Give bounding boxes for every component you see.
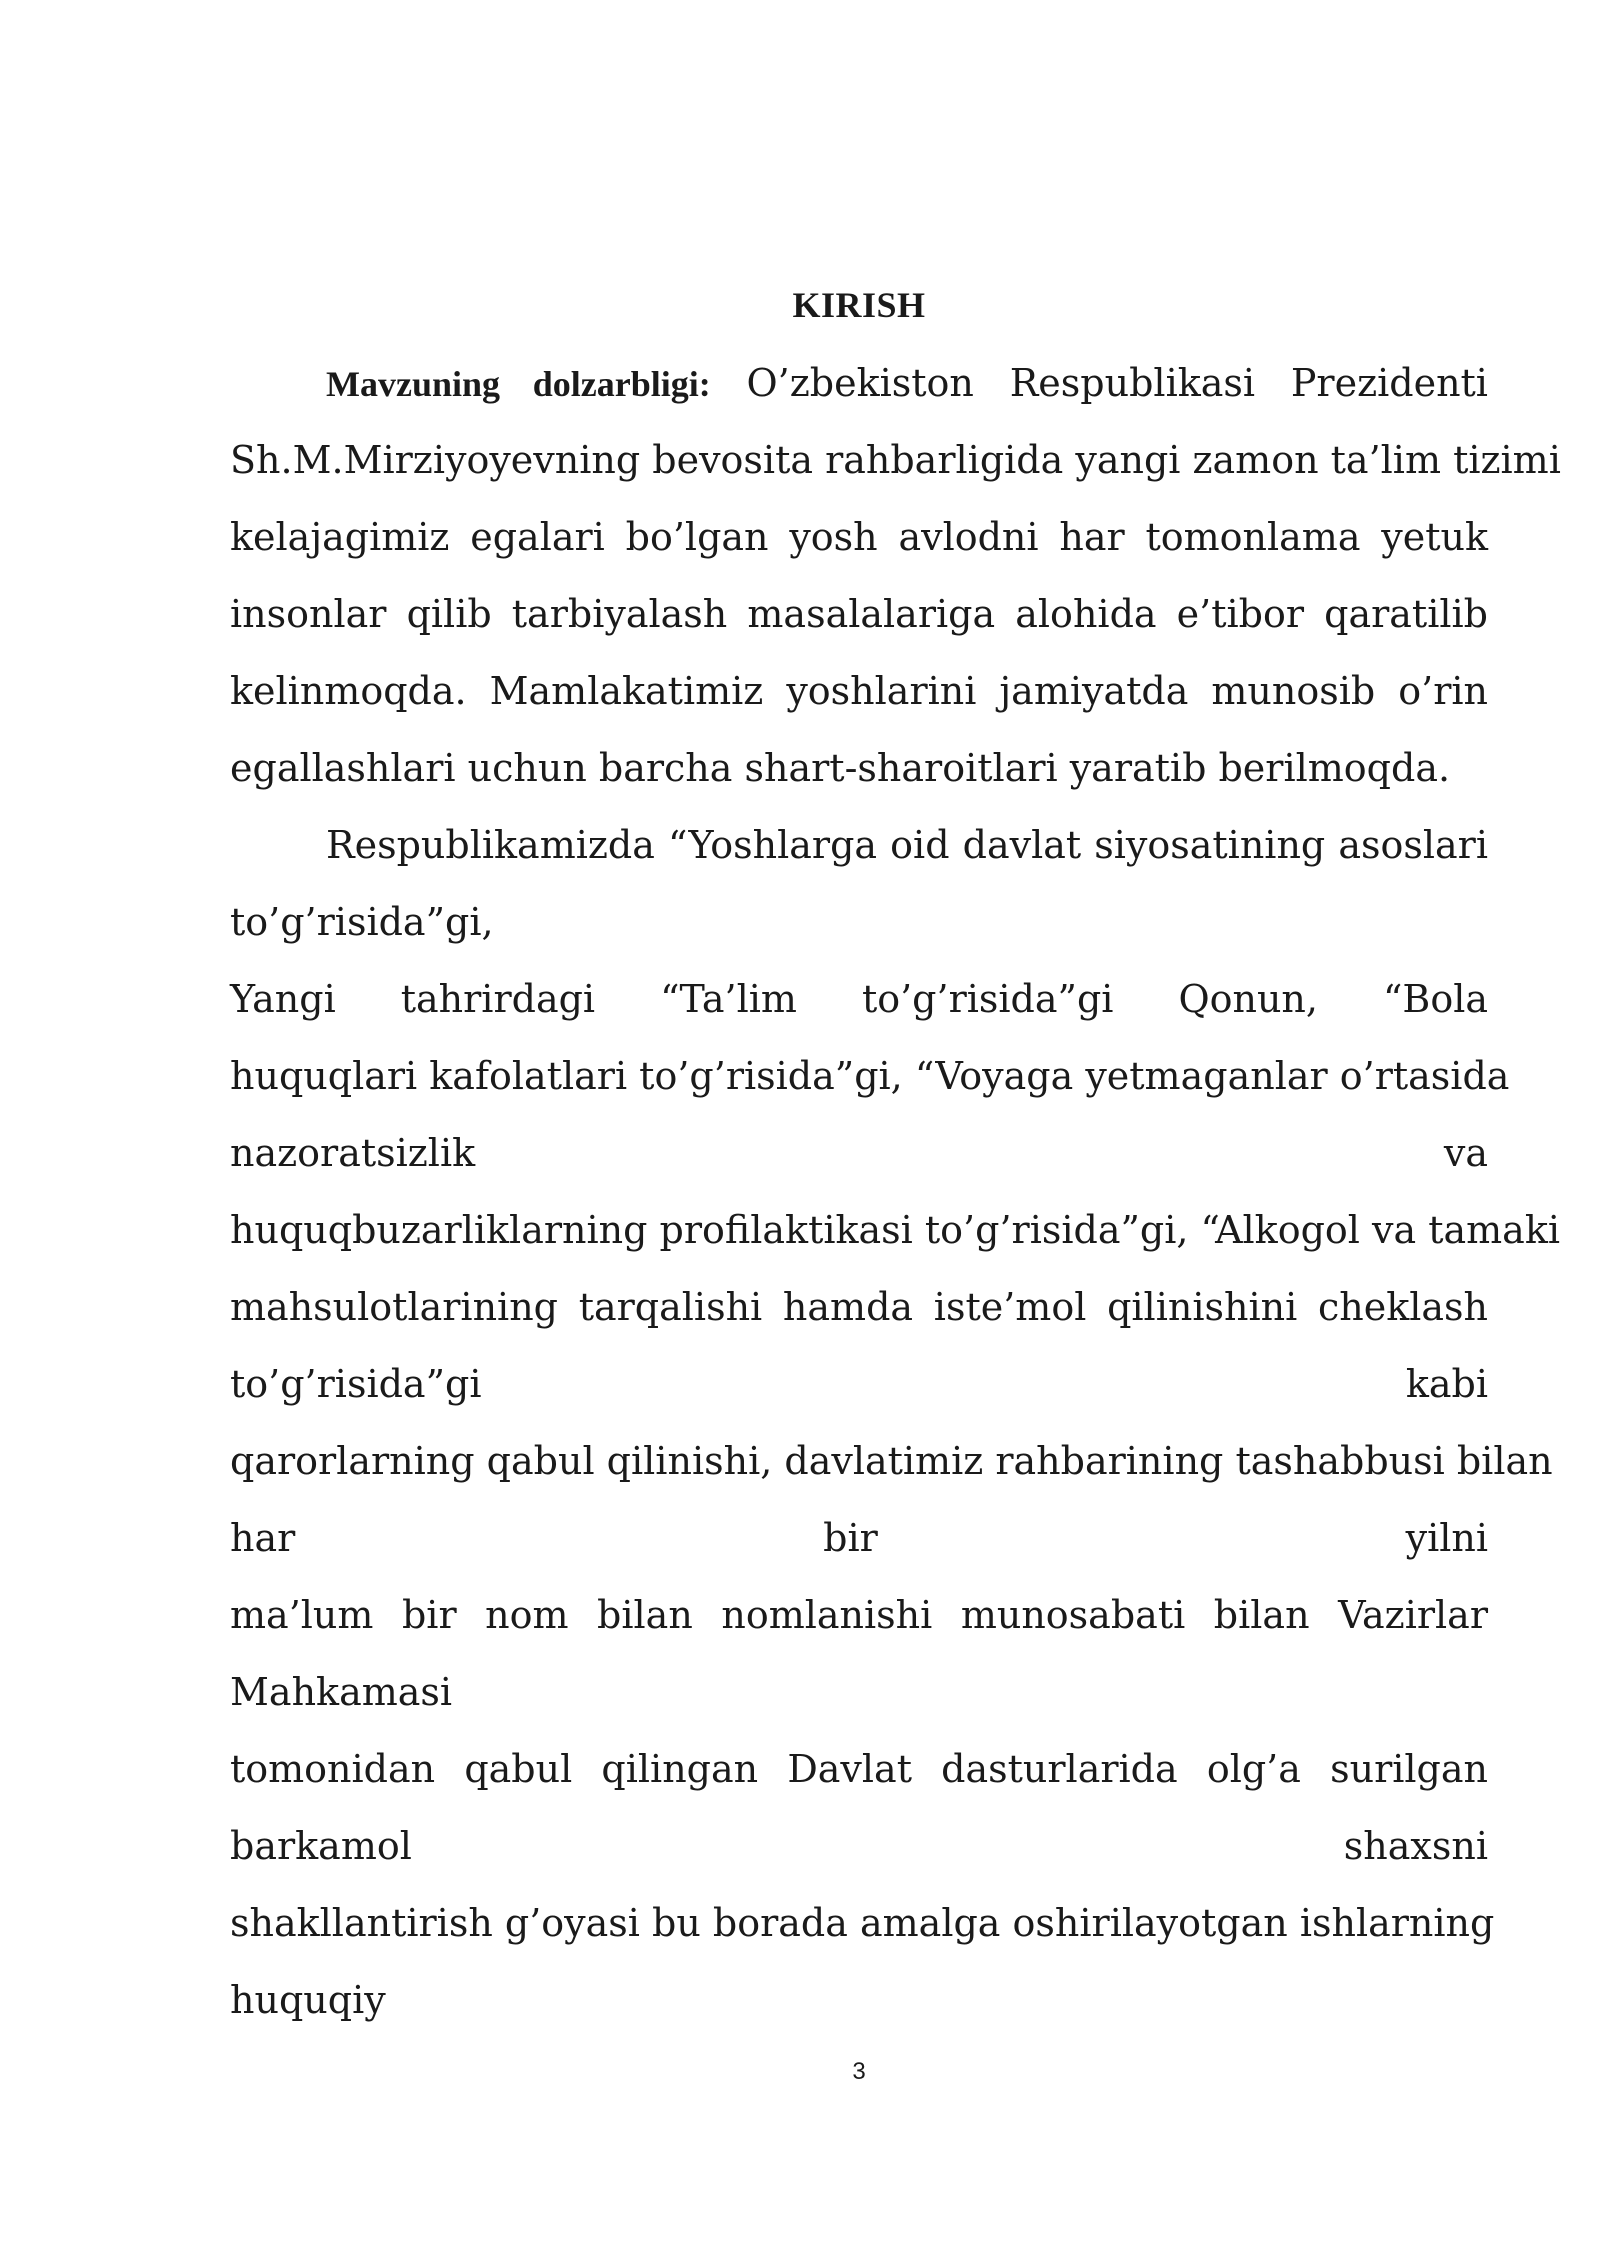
line-text: O’zbekiston Respublikasi Prezidenti <box>746 361 1488 405</box>
paragraph-line: Sh.M.Mirziyoyevning bevosita rahbarligida yangi zamon ta’lim tizimi <box>230 438 1561 482</box>
paragraph-line: Mahkamasi <box>230 1670 453 1714</box>
paragraph-line: insonlar qilib tarbiyalash masalalariga alohida e’tibor qaratilib <box>230 592 1488 636</box>
paragraph-line: barkamol shaxsni <box>230 1824 1488 1868</box>
paragraph-line: Respublikamizda “Yoshlarga oid davlat siyosatining asoslari <box>326 823 1488 867</box>
body-text <box>230 345 1561 2039</box>
page-number: 3 <box>852 2058 866 2085</box>
topic-relevance-label: Mavzuning dolzarbligi: <box>326 364 711 404</box>
paragraph-line: mahsulotlarining tarqalishi hamda iste’mol qilinishini cheklash <box>230 1285 1488 1329</box>
paragraph-line: to’g’risida”gi kabi <box>230 1362 1488 1406</box>
paragraph-line: huquqiy <box>230 1978 386 2022</box>
paragraph-line: qarorlarning qabul qilinishi, davlatimiz rahbarining tashabbusi bilan <box>230 1439 1553 1483</box>
paragraph-line: huquqbuzarliklarning profilaktikasi to’g’risida”gi, “Alkogol va tamaki <box>230 1208 1561 1252</box>
paragraph-line: nazoratsizlik va <box>230 1131 1488 1175</box>
paragraph-line <box>230 345 1488 422</box>
paragraph-line: kelajagimiz egalari bo’lgan yosh avlodni har tomonlama yetuk <box>230 515 1488 559</box>
paragraph-line: har bir yilni <box>230 1516 1488 1560</box>
section-title: KIRISH <box>792 285 926 325</box>
paragraph-line: Yangi tahrirdagi “Ta’lim to’g’risida”gi Qonun, “Bola <box>230 977 1488 1021</box>
paragraph-line: egallashlari uchun barcha shart-sharoitlari yaratib berilmoqda. <box>230 746 1451 790</box>
paragraph-line: tomonidan qabul qilingan Davlat dasturlarida olg’a surilgan <box>230 1747 1488 1791</box>
paragraph-line: huquqlari kafolatlari to’g’risida”gi, “Voyaga yetmaganlar o’rtasida <box>230 1054 1510 1098</box>
paragraph-line: shakllantirish g’oyasi bu borada amalga oshirilayotgan ishlarning <box>230 1901 1495 1945</box>
paragraph-line: ma’lum bir nom bilan nomlanishi munosabati bilan Vazirlar <box>230 1593 1488 1637</box>
paragraph-line: to’g’risida”gi, <box>230 900 494 944</box>
paragraph-line: kelinmoqda. Mamlakatimiz yoshlarini jamiyatda munosib o’rin <box>230 669 1488 713</box>
